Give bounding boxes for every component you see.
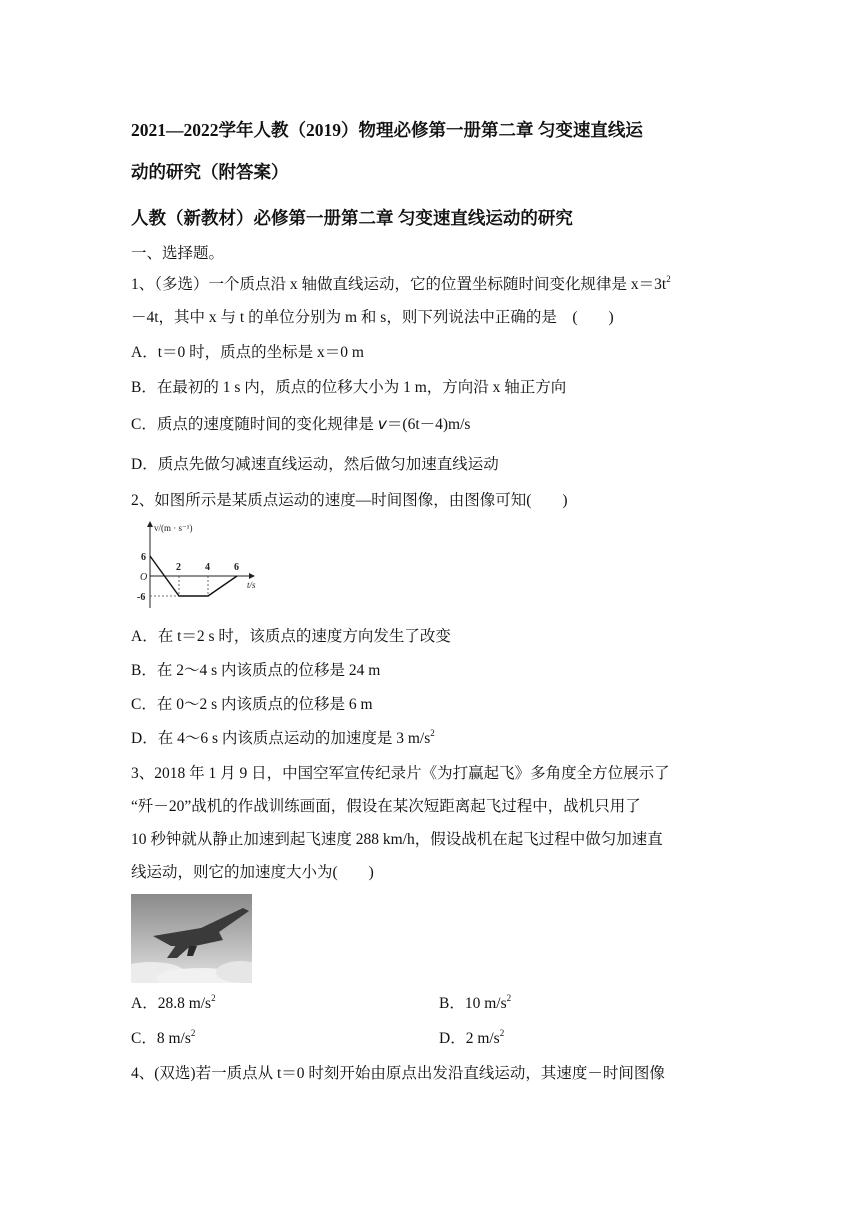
- title-line-2: 动的研究（附答案）: [131, 162, 289, 182]
- q2-option-b: B．在 2～4 s 内该质点的位移是 24 m: [131, 662, 381, 679]
- q3-option-c: [131, 1029, 195, 1049]
- q3-option-c-text: C．8 m/s: [131, 1030, 191, 1047]
- q3-option-d-text: D．2 m/s: [439, 1030, 500, 1047]
- q3-option-a-sup: 2: [211, 993, 216, 1003]
- q3-option-a: [131, 994, 216, 1014]
- q1-option-d: D．质点先做匀减速直线运动，然后做匀加速直线运动: [131, 456, 499, 473]
- subtitle: 人教（新教材）必修第一册第二章 匀变速直线运动的研究: [131, 208, 573, 228]
- q1-option-c: [131, 414, 470, 435]
- q3-option-b: [439, 994, 511, 1014]
- q3-option-c-sup: 2: [190, 1028, 196, 1038]
- fighter-jet-photo: [131, 894, 252, 983]
- graph-y-tick-6: 6: [141, 552, 146, 563]
- graph-x-tick-6: 6: [234, 562, 239, 573]
- q3-stem-line-1: 3、2018 年 1 月 9 日，中国空军宣传纪录片《为打赢起飞》多角度全方位展示了: [131, 765, 670, 782]
- q1-option-a: A．t＝0 时，质点的坐标是 x＝0 m: [131, 344, 364, 361]
- graph-x-tick-4: 4: [205, 562, 210, 573]
- q1-option-c-text: C．质点的速度随时间的变化规律是: [131, 416, 378, 433]
- q3-option-b-sup: 2: [506, 993, 512, 1003]
- q3-option-d: [439, 1029, 504, 1049]
- graph-y-label: v/(m · s⁻¹): [154, 523, 193, 533]
- q3-stem-line-4: 线运动，则它的加速度大小为( ): [131, 864, 374, 881]
- graph-y-tick-minus6: -6: [137, 592, 146, 603]
- q1-option-c-formula: ＝(6t－4)m/s: [386, 416, 471, 433]
- q1-stem-line-2: －4t，其中 x 与 t 的单位分别为 m 和 s，则下列说法中正确的是 ( ): [131, 309, 614, 326]
- q3-option-d-sup: 2: [499, 1028, 505, 1038]
- q3-stem-line-3: 10 秒钟就从静止加速到起飞速度 288 km/h，假设战机在起飞过程中做匀加速直: [131, 831, 663, 848]
- q1-superscript: 2: [666, 274, 671, 284]
- graph-x-label: t/s: [247, 580, 256, 590]
- q2-option-d: [131, 729, 435, 749]
- q2-stem: 2、如图所示是某质点运动的速度—时间图像，由图像可知( ): [131, 492, 568, 509]
- q1-stem-line-1: [131, 275, 671, 295]
- section-heading: 一、选择题。: [131, 245, 225, 262]
- q3-stem-line-2: “歼－20”战机的作战训练画面，假设在某次短距离起飞过程中，战机只用了: [131, 798, 641, 815]
- q1-stem-text: 1、（多选）一个质点沿 x 轴做直线运动，它的位置坐标随时间变化规律是 x＝3t: [131, 276, 667, 293]
- q2-option-a: A．在 t＝2 s 时，该质点的速度方向发生了改变: [131, 628, 451, 645]
- q4-stem-line-1: 4、(双选)若一质点从 t＝0 时刻开始由原点出发沿直线运动，其速度－时间图像: [131, 1065, 665, 1082]
- q2-option-d-text: D．在 4～6 s 内该质点运动的加速度是 3 m/s: [131, 730, 431, 747]
- q1-option-b: B．在最初的 1 s 内，质点的位移大小为 1 m，方向沿 x 轴正方向: [131, 379, 567, 396]
- title-line-1: 2021—2022学年人教（2019）物理必修第一册第二章 匀变速直线运: [131, 120, 643, 140]
- velocity-time-graph: [134, 516, 264, 612]
- q2-option-d-sup: 2: [430, 728, 435, 738]
- graph-x-tick-2: 2: [176, 562, 181, 573]
- q3-option-a-text: A．28.8 m/s: [131, 995, 212, 1012]
- q2-option-c: C．在 0～2 s 内该质点的位移是 6 m: [131, 696, 373, 713]
- q1-option-c-v: v: [377, 415, 387, 433]
- q3-option-b-text: B．10 m/s: [439, 995, 507, 1012]
- graph-origin: O: [140, 572, 148, 583]
